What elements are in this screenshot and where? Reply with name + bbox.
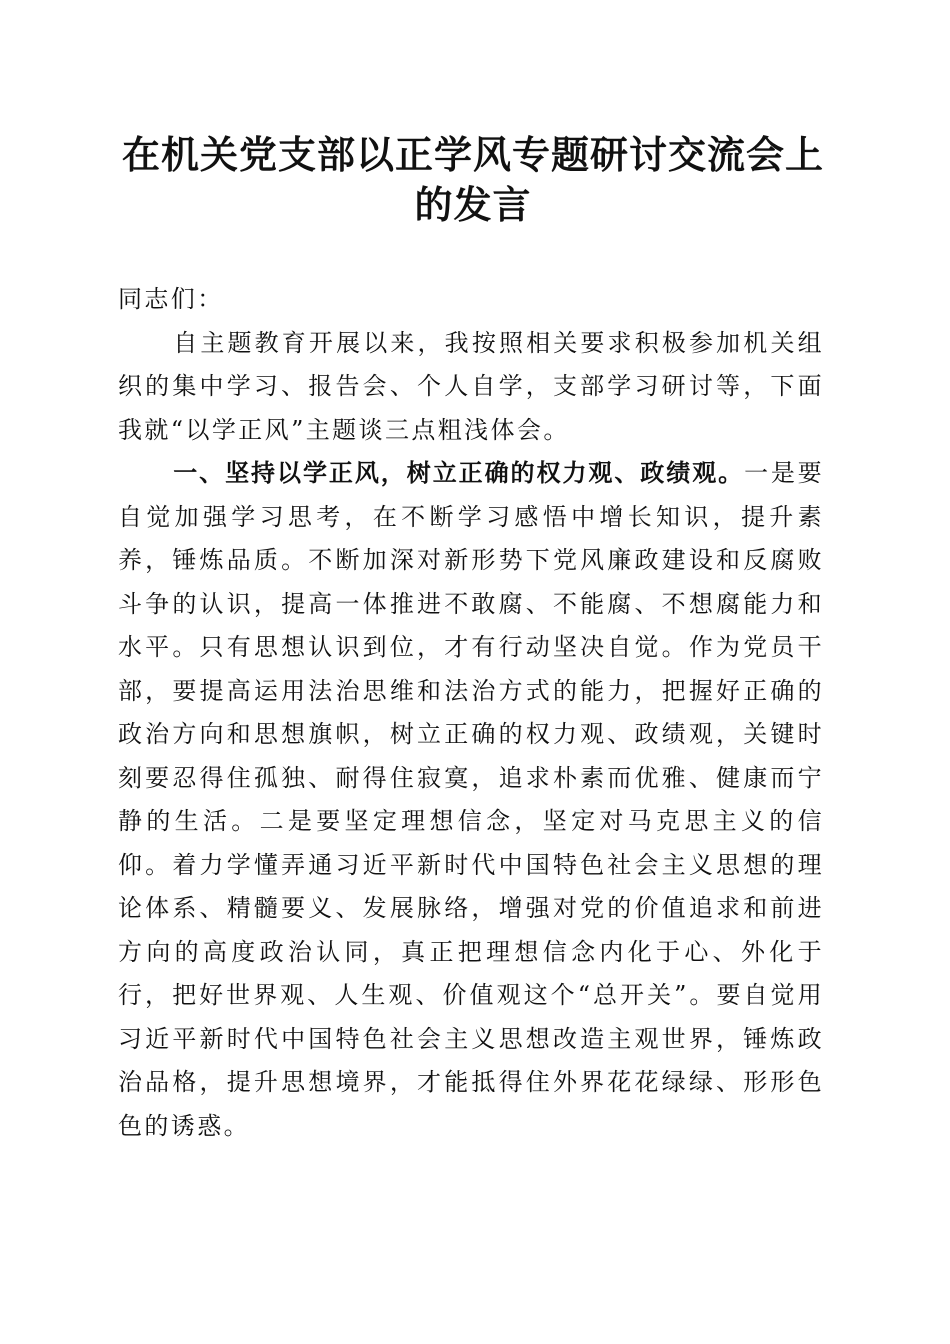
salutation: 同志们： [118,285,224,313]
document-body [118,278,824,1148]
section-1-heading: 一、坚持以学正风，树立正确的权力观、政绩观。 [173,459,745,487]
section-1-text: 一是要自觉加强学习思考，在不断学习感悟中增长知识，提升素养，锤炼品质。不断加深对新形势下党风廉政建设和反腐败斗争的认识，提高一体推进不敢腐、不能腐、不想腐能力和水平。只有思想认识到位，才有行动坚决自觉。作为党员干部，要提高运用法治思维和法治方式的能力，把握好正确的政治方向和思想旗帜，树立正确的权力观、政绩观，关键时刻要忍得住孤独、耐得住寂寞，追求朴素而优雅、健康而宁静的生活。二是要坚定理想信念，坚定对马克思主义的信仰。着力学懂弄通习近平新时代中国特色社会主义思想的理论体系、精髓要义、发展脉络，增强对党的价值追求和前进方向的高度政治认同，真正把理想信念内化于心、外化于行，把好世界观、人生观、价值观这个“总开关”。要自觉用习近平新时代中国特色社会主义思想改造主观世界，锤炼政治品格，提升思想境界，才能抵得住外界花花绿绿、形形色色的诱惑。 [118,459,824,1140]
section-1-paragraph [118,452,824,1148]
document-title: 在机关党支部以正学风专题研讨交流会上的发言 [121,132,824,227]
intro-paragraph: 自主题教育开展以来，我按照相关要求积极参加机关组织的集中学习、报告会、个人自学，支部学习研讨等，下面我就“以学正风”主题谈三点粗浅体会。 [118,328,824,444]
